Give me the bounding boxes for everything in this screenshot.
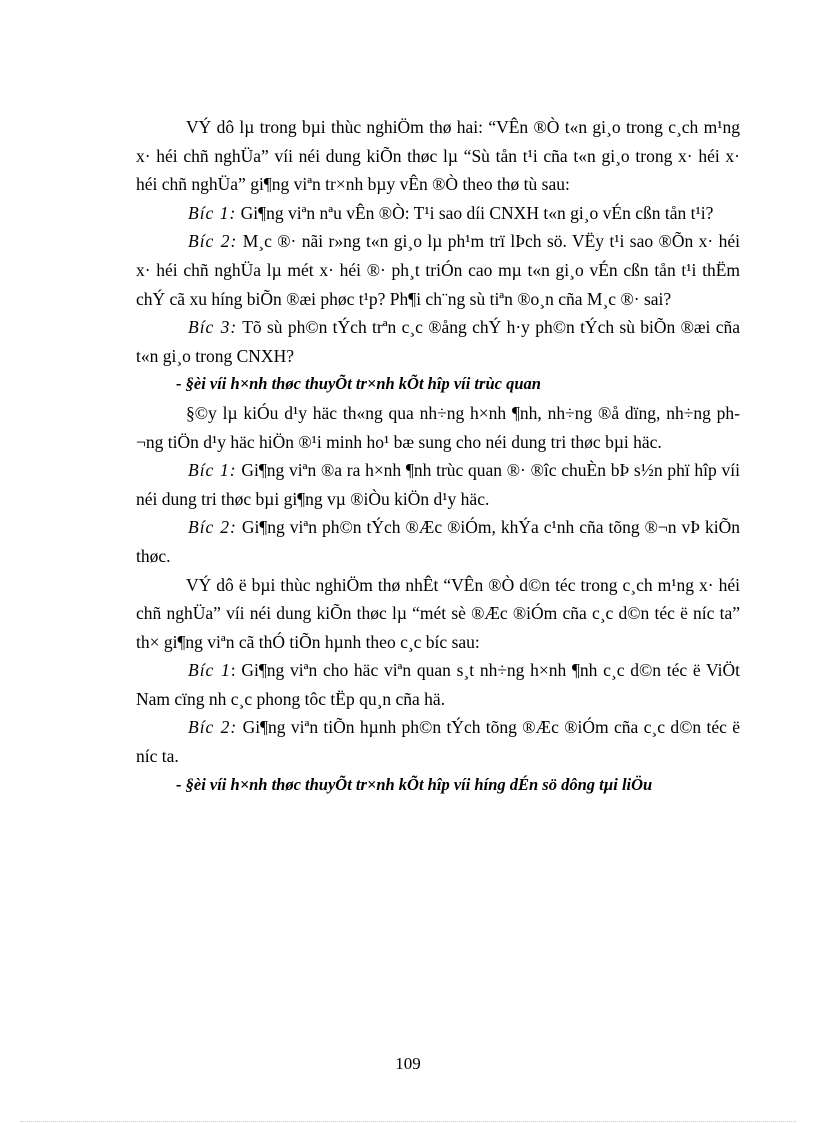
section-heading [136, 771, 740, 800]
step-label: Bíc 2: [188, 717, 238, 738]
step-label: Bíc 2: [188, 231, 238, 252]
body-text [136, 113, 740, 799]
step-text: Tõ sù ph©n tÝch trªn c¸c ®ång chÝ h·y ph©n tÝch sù biÕn ®æi cña t«n gi¸o trong CNXH? [136, 317, 740, 366]
section-heading-text: - §èi víi h×nh thøc thuyÕt tr×nh kÕt hîp víi híng dÉn sö dông tµi liÖu [176, 774, 653, 794]
paragraph [136, 399, 740, 456]
step-label: Bíc 1 [188, 660, 231, 681]
step-text: Gi¶ng viªn ph©n tÝch ®Æc ®iÓm, khÝa c¹nh cña tõng ®¬n vÞ kiÕn thøc. [136, 517, 740, 566]
page-bottom-divider [20, 1121, 796, 1122]
page-number: 109 [395, 1054, 421, 1073]
paragraph-text: VÝ dô ë bµi thùc nghiÖm thø nhÊt “VÊn ®Ò d©n téc trong c¸ch m¹ng x· héi chñ nghÜa” víi néi dung kiÕn thøc lµ “mét sè ®Æc ®iÓm cña c¸c d©n téc ë níc ta” th× gi¶ng viªn cã thÓ tiÕn hµnh theo c¸c bíc sau: [136, 574, 740, 652]
step-text: : Gi¶ng viªn cho häc viªn quan s¸t nh÷ng h×nh ¶nh c¸c d©n téc ë ViÖt Nam cïng nh c¸c phong tôc tËp qu¸n cña hä. [136, 660, 740, 709]
paragraph-text: VÝ dô lµ trong bµi thùc nghiÖm thø hai: “VÊn ®Ò t«n gi¸o trong c¸ch m¹ng x· héi chñ nghÜa” víi néi dung kiÕn thøc lµ “Sù tån t¹i cña t«n gi¸o trong x· héi x· héi chñ nghÜa” gi¶ng viªn tr×nh bµy vÊn ®Ò theo thø tù sau: [136, 117, 740, 195]
step-paragraph [136, 656, 740, 713]
step-paragraph [136, 513, 740, 570]
step-text: Gi¶ng viªn nªu vÊn ®Ò: T¹i sao díi CNXH t«n gi¸o vÉn cßn tån t¹i? [236, 202, 714, 223]
step-text: Gi¶ng viªn ®a ra h×nh ¶nh trùc quan ®· ®îc chuÈn bÞ s½n phï hîp víi néi dung tri thøc bµi gi¶ng vµ ®iÒu kiÖn d¹y häc. [136, 460, 740, 509]
section-heading-text: - §èi víi h×nh thøc thuyÕt tr×nh kÕt hîp víi trùc quan [176, 374, 541, 394]
paragraph [136, 571, 740, 657]
step-label: Bíc 2: [188, 517, 237, 538]
section-heading [136, 370, 740, 399]
step-paragraph [136, 227, 740, 313]
paragraph [136, 113, 740, 199]
step-label: Bíc 1: [188, 460, 237, 481]
step-paragraph [136, 456, 740, 513]
step-label: Bíc 3: [188, 317, 238, 338]
step-text: M¸c ®· nãi r»ng t«n gi¸o lµ ph¹m trï lÞch sö. VËy t¹i sao ®Õn x· héi x· héi chñ nghÜa lµ mét x· héi ®· ph¸t triÓn cao mµ t«n gi¸o vÉn cßn tån t¹i thËm chÝ cã xu híng biÕn ®æi phøc t¹p? Ph¶i ch¨ng sù tiªn ®o¸n cña M¸c ®· sai? [136, 231, 740, 309]
step-paragraph [136, 713, 740, 770]
paragraph-text: §©y lµ kiÓu d¹y häc th«ng qua nh÷ng h×nh ¶nh, nh÷ng ®å dïng, nh÷ng ph¬ng tiÖn d¹y häc hiÖn ®¹i minh ho¹ bæ sung cho néi dung tri thøc bµi häc. [136, 402, 740, 452]
step-label: Bíc 1: [188, 202, 237, 223]
step-paragraph [136, 199, 740, 228]
step-text: Gi¶ng viªn tiÕn hµnh ph©n tÝch tõng ®Æc ®iÓm cña c¸c d©n téc ë níc ta. [136, 717, 740, 767]
step-paragraph [136, 313, 740, 370]
